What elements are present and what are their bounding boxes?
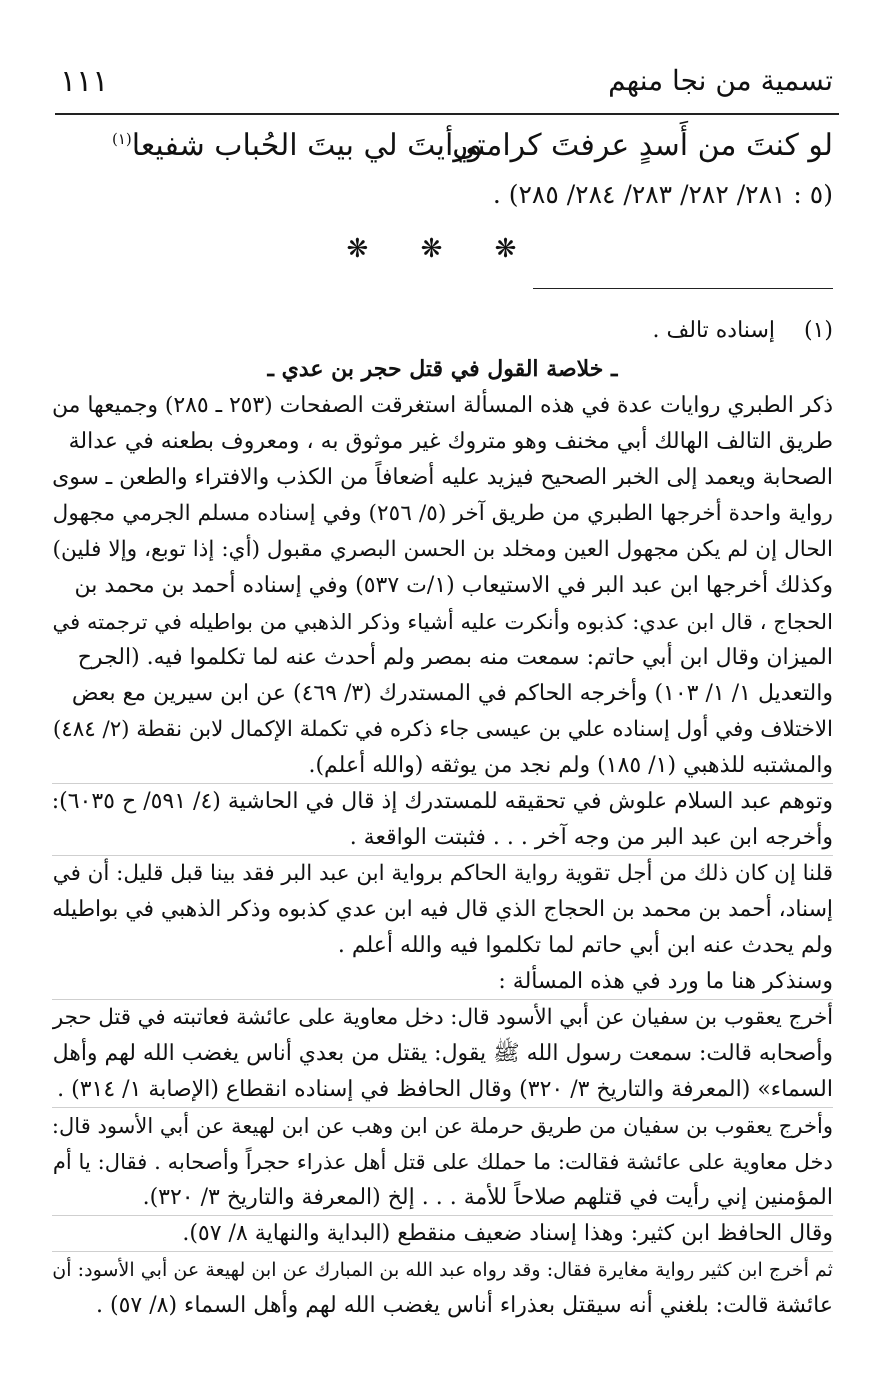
body-line: والمشتبه للذهبي (١/ ١٨٥) ولم نجد من يوثقه (والله أعلم). (308, 753, 833, 778)
paragraph-divider (52, 855, 833, 856)
body-line: رواية واحدة أخرجها الطبري من طريق آخر (٥/ ٢٥٦) وفي إسناده مسلم الجرمي مجهول (52, 501, 833, 526)
body-line: وأخرج يعقوب بن سفيان من طريق حرملة عن ابن وهب عن ابن لهيعة عن أبي الأسود قال: (51, 1113, 833, 1138)
body-line: وتوهم عبد السلام علوش في تحقيقه للمستدرك إذ قال في الحاشية (٤/ ٥٩١/ ح ٦٠٣٥): (51, 789, 833, 814)
body-line: عائشة قالت: بلغني أنه سيقتل بعذراء أناس يغضب الله لهم وأهل السماء (٨/ ٥٧) . (96, 1293, 833, 1318)
paragraph-divider (52, 1215, 833, 1216)
page-number: ١١١ (60, 64, 109, 99)
body-line: الحال إن لم يكن مجهول العين ومخلد بن الحسن البصري مقبول (أي: إذا توبع، وإلا فلين) (52, 537, 833, 562)
body-line: الصحابة ويعمد إلى الخبر الصحيح فيزيد عليه أضعافاً من الكذب والافتراء والطعن ـ سوى (52, 465, 833, 490)
body-line: وأخرجه ابن عبد البر من وجه آخر . . . فثبتت الواقعة . (349, 825, 833, 850)
paragraph-divider (52, 1251, 833, 1252)
section-heading: ـ خلاصة القول في قتل حجر بن عدي ـ (267, 356, 618, 382)
footnote-number: (١) (803, 318, 833, 343)
body-line: وقال الحافظ ابن كثير: وهذا إسناد ضعيف منقطع (البداية والنهاية ٨/ ٥٧). (182, 1221, 833, 1246)
verse-hemistich-2: ورأيتَ لي بيتَ الحُباب شفيعا$^{(١)}$ (112, 128, 483, 163)
body-line: ولم يحدث عنه ابن أبي حاتم لما تكلموا فيه والله أعلم . (337, 933, 833, 958)
footnote (52, 318, 833, 343)
body-line: وكذلك أخرجها ابن عبد البر في الاستيعاب (١/ت ٥٣٧) وفي إسناده أحمد بن محمد بن (74, 573, 833, 598)
page-header (52, 64, 833, 108)
body-line: قلنا إن كان ذلك من أجل تقوية رواية الحاكم برواية ابن عبد البر فقد بينا قبل قليل: أن في (52, 861, 833, 886)
body-line: ذكر الطبري روايات عدة في هذه المسألة استغرقت الصفحات (٢٥٣ ـ ٢٨٥) وجميعها من (52, 393, 833, 418)
body-line: أخرج يعقوب بن سفيان عن أبي الأسود قال: دخل معاوية على عائشة فعاتبته في قتل حجر (52, 1005, 833, 1030)
header-rule (55, 113, 839, 115)
section-separator: ❋ ❋ ❋ (346, 234, 539, 264)
body-line: والتعديل ١/ ١/ ١٠٣) وأخرجه الحاكم في المستدرك (٣/ ٤٦٩) عن ابن سيرين مع بعض (71, 681, 833, 706)
body-line: المؤمنين إني رأيت في قتلهم صلاحاً للأمة . . . إلخ (المعرفة والتاريخ ٣/ ٣٢٠). (142, 1185, 833, 1210)
paragraph-divider (52, 783, 833, 784)
verse-pages-reference: (٥ : ٢٨١/ ٢٨٢/ ٢٨٣/ ٢٨٤/ ٢٨٥) . (492, 180, 833, 209)
body-line: وأصحابه قالت: سمعت رسول الله ﷺ يقول: يقتل من بعدي أناس يغضب الله لهم وأهل (52, 1041, 833, 1066)
body-line: السماء» (المعرفة والتاريخ ٣/ ٣٢٠) وقال الحافظ في إسناده انقطاع (الإصابة ١/ ٣١٤) . (57, 1077, 833, 1102)
footnote-text: إسناده تالف . (652, 318, 775, 343)
body-line: الميزان وقال ابن أبي حاتم: سمعت منه بمصر ولم أحدث عنه لما تكلموا فيه. (الجرح (77, 645, 833, 670)
paragraph-divider (52, 1107, 833, 1108)
body-line: ثم أخرج ابن كثير رواية مغايرة فقال: وقد رواه عبد الله بن المبارك عن ابن لهيعة عن أبي الأسود: أن (52, 1258, 833, 1281)
footnote-rule (533, 288, 833, 289)
body-line: الحجاج ، قال ابن عدي: كذبوه وأنكرت عليه أشياء وذكر الذهبي من بواطيله في ترجمته في (52, 609, 833, 634)
body-line: وسنذكر هنا ما ورد في هذه المسألة : (498, 969, 833, 994)
body-line: إسناد، أحمد بن محمد بن الحجاج الذي قال فيه ابن عدي كذبوه وذكر الذهبي في بواطيله (52, 897, 833, 922)
body-line: الاختلاف وفي أول إسناده علي بن عيسى جاء ذكره في تكملة الإكمال لابن نقطة (٢/ ٤٨٤) (52, 717, 833, 742)
paragraph-divider (52, 999, 833, 1000)
body-line: طريق التالف الهالك أبي مخنف وهو متروك غير موثوق به ، ومعروف بطعنه في عدالة (68, 429, 833, 454)
footnote-marker: (١) (112, 130, 132, 148)
running-title: تسمية من نجا منهم (608, 64, 833, 97)
verse-hemistich-1: لو كنتَ من أَسدٍ عرفتَ كرامتي (452, 128, 833, 163)
poetry-verse (52, 128, 833, 172)
body-line: دخل معاوية على عائشة فقالت: ما حملك على قتل أهل عذراء حجراً وأصحابه . فقال: يا أم (52, 1149, 833, 1174)
